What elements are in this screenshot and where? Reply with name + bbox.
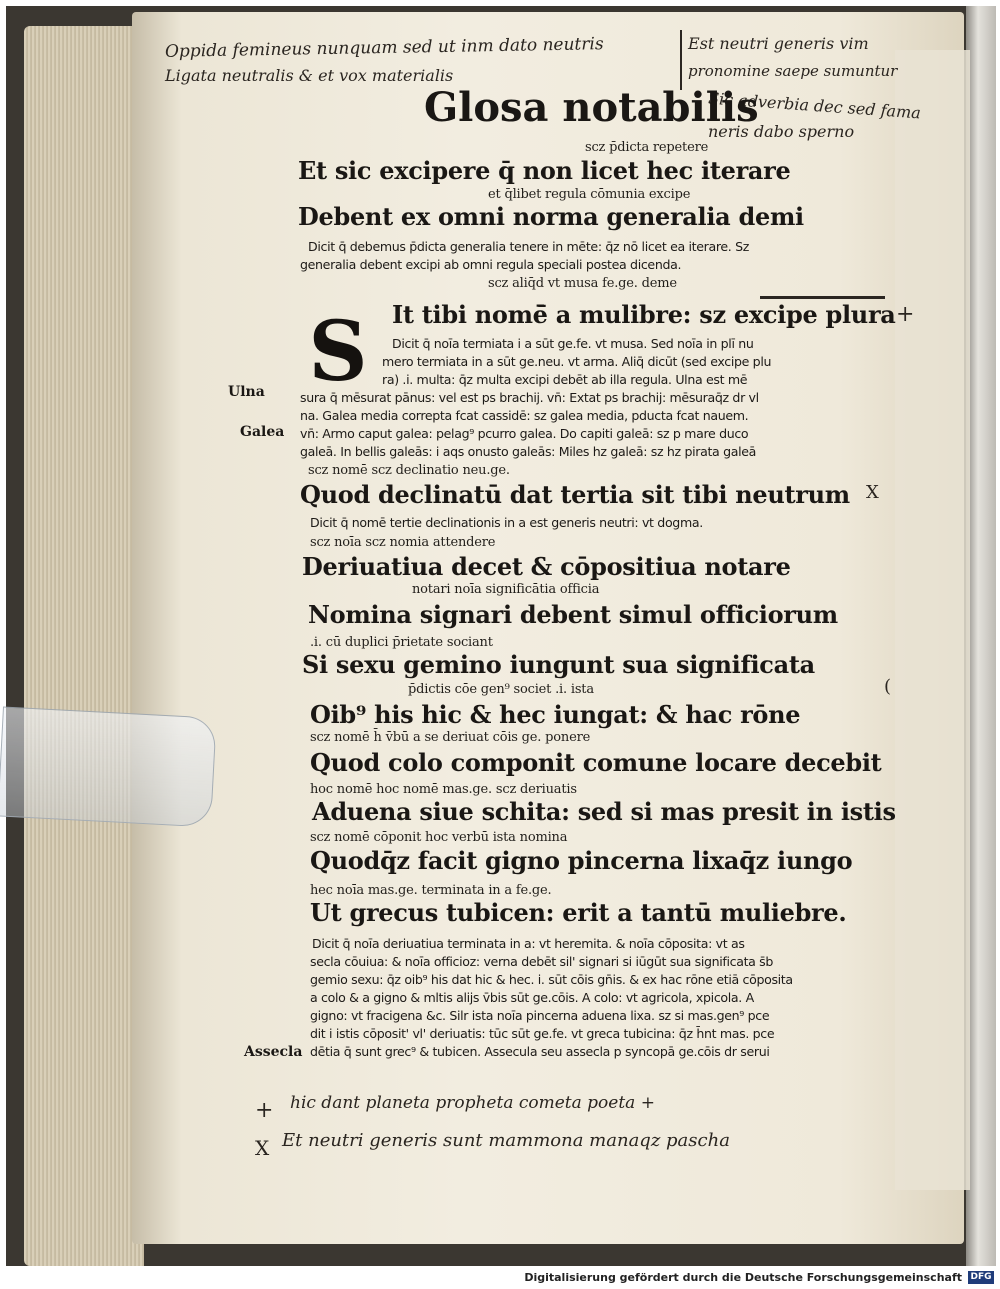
digitization-credit xyxy=(524,1271,962,1284)
handwritten-note: pronomine saepe sumuntur xyxy=(688,62,898,80)
interlinear-gloss: .i. cū duplici p̄rietate sociant xyxy=(310,635,493,650)
interlinear-gloss: scz nomē cōponit hoc verbū ista nomina xyxy=(310,830,568,845)
interlinear-gloss: notari noīa significātia officia xyxy=(412,582,600,597)
interlinear-gloss: p̄dictis cōe gen⁹ societ .i. ista xyxy=(408,682,594,697)
ink-underline xyxy=(760,296,885,299)
handwritten-mark: + xyxy=(896,302,915,327)
interlinear-gloss: scz nomē h̄ v̄bū a se deriuat cōis ge. ponere xyxy=(310,730,591,745)
ink-underline xyxy=(680,30,682,90)
page-clip xyxy=(0,706,217,827)
interlinear-gloss: hoc nomē hoc nomē mas.ge. scz deriuatis xyxy=(310,782,577,797)
commentary-line: Dicit q̄ noīa termiata i a sūt ge.fe. vt musa. Sed noīa in plī nu xyxy=(392,336,754,351)
commentary-line: gigno: vt fracigena &c. Silr ista noīa pincerna aduena lixa. sz si mas.gen⁹ pce xyxy=(310,1008,770,1023)
verse-line: Oib⁹ his hic & hec iungat: & hac rōne xyxy=(310,700,801,729)
commentary-line: na. Galea media correpta fcat cassidē: sz galea media, pducta fcat nauem. xyxy=(300,408,749,423)
commentary-line: a colo & a gigno & mltis alijs v̄bis sūt ge.cōis. A colo: vt agricola, xpicola. A xyxy=(310,990,754,1005)
dfg-logo: DFG xyxy=(968,1271,994,1284)
interlinear-gloss: scz p̄dicta repetere xyxy=(585,140,709,155)
handwritten-mark: X xyxy=(866,482,879,503)
handwritten-note: Ligata neutralis & et vox materialis xyxy=(165,66,454,85)
commentary-line: generalia debent excipi ab omni regula speciali postea dicenda. xyxy=(300,257,682,272)
interlinear-gloss: scz nomē scz declinatio neu.ge. xyxy=(308,463,510,478)
verse-line: Ut grecus tubicen: erit a tantū muliebre. xyxy=(310,898,847,927)
verse-line: Nomina signari debent simul officiorum xyxy=(308,600,838,629)
verse-line: Si sexu gemino iungunt sua significata xyxy=(302,650,815,679)
interlinear-gloss: scz aliq̄d vt musa fe.ge. deme xyxy=(488,276,677,291)
commentary-line: secla cōuiua: & noīa officioz: verna debēt sil' signari si iūgūt sua significata s̄b xyxy=(310,954,774,969)
decorated-initial: S xyxy=(308,304,368,400)
verse-line: Quod colo componit comune locare decebit xyxy=(310,748,882,777)
verse-line: Quod declinatū dat tertia sit tibi neutrum xyxy=(300,480,850,509)
handwritten-note: Sic adverbia dec sed fama xyxy=(707,88,922,123)
interlinear-gloss: et q̄libet regula cōmunia excipe xyxy=(488,187,691,202)
verse-line: Deriuatiua decet & cōpositiua notare xyxy=(302,552,791,581)
verse-line: Et sic excipere q̄ non licet hec iterare xyxy=(298,156,791,185)
book-fore-edge xyxy=(24,26,144,1266)
handwritten-note: neris dabo sperno xyxy=(708,122,855,141)
commentary-line: Dicit q̄ nomē tertie declinationis in a est generis neutri: vt dogma. xyxy=(310,515,703,530)
handwritten-note: hic dant planeta propheta cometa poeta + xyxy=(290,1093,655,1113)
commentary-line: Dicit q̄ debemus p̄dicta generalia tenere in mēte: q̄z nō licet ea iterare. Sz xyxy=(308,239,749,254)
commentary-line: dit i istis cōposit' vl' deriuatis: tūc sūt ge.fe. vt greca tubicina: q̄z h̄nt mas. pce xyxy=(310,1026,775,1041)
handwritten-mark: ( xyxy=(884,676,892,697)
verse-line: Quodq̄z facit gigno pincerna lixaq̄z iungo xyxy=(310,846,853,875)
commentary-line: gemio sexu: q̄z oib⁹ his dat hic & hec. i. sūt cōis gn̄is. & ex hac rōne etiā cōposita xyxy=(310,972,793,987)
commentary-line: vn̄: Armo caput galea: pelag⁹ pcurro galea. Do capiti galeā: sz p mare duco xyxy=(300,426,749,441)
handwritten-mark: + xyxy=(255,1098,274,1123)
marginal-keyword: Assecla xyxy=(244,1044,303,1060)
marginal-keyword: Ulna xyxy=(228,384,265,400)
commentary-line: sura q̄ mēsurat pānus: vel est ps brachij. vn̄: Extat ps brachij: mēsuraq̄z dr vl xyxy=(300,390,759,405)
commentary-line: galeā. In bellis galeās: i aqs onusto galeās: Miles hz galeā: sz hz pirata galeā xyxy=(300,444,756,459)
interlinear-gloss: scz noīa scz nomia attendere xyxy=(310,535,496,550)
handwritten-mark: X xyxy=(255,1136,270,1160)
handwritten-note: Est neutri generis vim xyxy=(688,34,869,53)
handwritten-note: Et neutri generis sunt mammona manaqz pascha xyxy=(282,1130,730,1151)
page-right-margin xyxy=(895,50,970,1190)
marginal-keyword: Galea xyxy=(240,424,285,440)
interlinear-gloss: hec noīa mas.ge. terminata in a fe.ge. xyxy=(310,883,552,898)
verse-line: It tibi nomē̄ a mulibre: sz excipe plura xyxy=(392,300,896,329)
verse-line: Aduena siue schita: sed si mas presit in istis xyxy=(312,797,896,826)
commentary-line: Dicit q̄ noīa deriuatiua terminata in a: vt heremita. & noīa cōposita: vt as xyxy=(312,936,745,951)
commentary-line: mero termiata in a sūt ge.neu. vt arma. Aliq̄ dicūt (sed excipe plu xyxy=(382,354,772,369)
book-cover-edge xyxy=(966,6,996,1266)
credit-text: Digitalisierung gefördert durch die Deutsche Forschungsgemeinschaft xyxy=(524,1271,962,1284)
commentary-line: ra) .i. multa: q̄z multa excipi debēt ab illa regula. Ulna est mē xyxy=(382,372,748,387)
page-title: Glosa notabilis xyxy=(424,84,759,131)
verse-line: Debent ex omni norma generalia demi xyxy=(298,202,804,231)
handwritten-note: Oppida femineus nunquam sed ut inm dato neutris xyxy=(164,34,604,62)
commentary-line: dētia q̄ sunt grec⁹ & tubicen. Assecula seu assecla p syncopā ge.cōis dr serui xyxy=(310,1044,770,1059)
